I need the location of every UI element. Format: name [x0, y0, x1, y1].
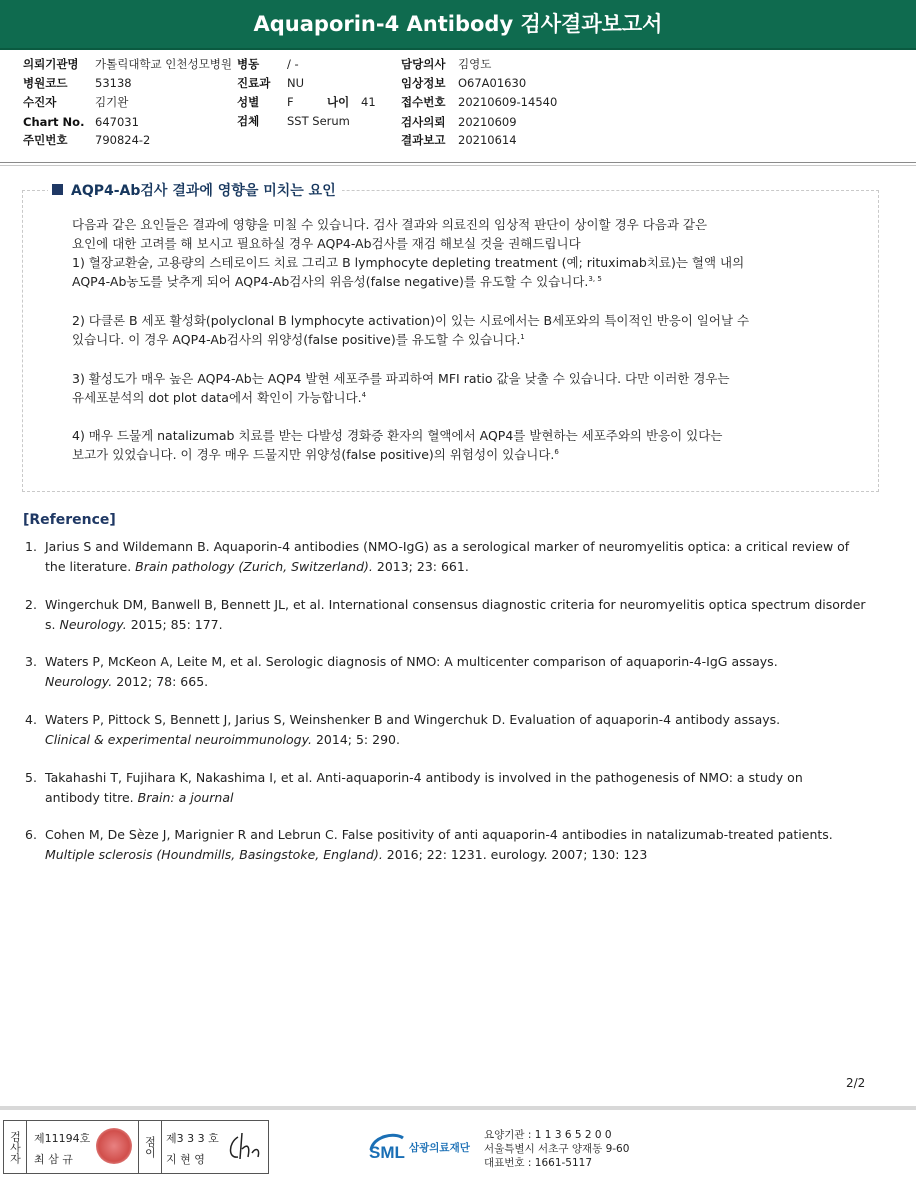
- info-divider-light: [0, 165, 916, 166]
- signature-box: [3, 1120, 269, 1174]
- code-label: 병원코드: [23, 76, 68, 90]
- age-value: 41: [361, 95, 376, 109]
- report-title: Aquaporin-4 Antibody 검사결과보고서: [253, 12, 663, 36]
- id-label: 주민번호: [23, 133, 68, 147]
- reference-item-6: 6. Cohen M, De Sèze J, Marignier R and Lebrun C. False positivity of anti aquaporin-4 antibodies in natalizumab-treated patients. Multiple sclerosis (Houndmills, Basingstoke, England). 2016; 22: 1231. eurology. 2007; 130: 123: [25, 827, 833, 862]
- chart-value: 647031: [95, 115, 139, 129]
- examiner-name: 최 삼 규: [34, 1153, 73, 1166]
- confirmer-label: 점이: [138, 1121, 162, 1173]
- reference-item-1: 1. Jarius S and Wildemann B. Aquaporin-4 antibodies (NMO-IgG) as a serological marker of neuromyelitis optica: a critical review of the literature. Brain pathology (Zurich, Switzerland). 2013; 23: 661.: [25, 539, 850, 574]
- request-value: 20210609: [458, 115, 517, 129]
- reference-heading: [Reference]: [23, 512, 116, 528]
- confirmer-name: 지 현 영: [166, 1153, 205, 1166]
- factor-item-4: 4) 매우 드물게 natalizumab 치료를 받는 다발성 경화증 환자의 혈액에서 AQP4를 발현하는 세포주와의 반응이 있다는 보고가 있었습니다. 이 경우 매우 드물지만 위양성(false positive)의 위험성이 있습니다.$^6$: [72, 428, 723, 462]
- factor-item-3: 3) 활성도가 매우 높은 AQP4-Ab는 AQP4 발현 세포주를 파괴하여 MFI ratio 값을 낮출 수 있습니다. 다만 이러한 경우는 유세포분석의 dot plot data에서 확인이 가능합니다.$^4$: [72, 371, 730, 405]
- signature-icon: [224, 1129, 264, 1165]
- id-value: 790824-2: [95, 133, 151, 147]
- footer-divider: [0, 1106, 916, 1110]
- clinic-value: O67A01630: [458, 76, 527, 90]
- dept-value: NU: [287, 76, 305, 90]
- report-date-value: 20210614: [458, 133, 517, 147]
- factor-item-2: 2) 다클론 B 세포 활성화(polyclonal B lymphocyte activation)이 있는 시료에서는 B세포와의 특이적인 반응이 일어날 수 있습니다. 이 경우 AQP4-Ab검사의 위양성(false positive)를 유도할 수 있습니다.$^1$: [72, 313, 750, 347]
- confirmer-number: 제3 3 3 호: [166, 1132, 219, 1145]
- square-bullet-icon: [52, 184, 63, 195]
- patient-label: 수진자: [23, 95, 57, 109]
- ward-value: / -: [287, 57, 299, 71]
- clinic-label: 임상정보: [401, 76, 446, 90]
- code-value: 53138: [95, 76, 132, 90]
- svg-text:SML: SML: [369, 1143, 405, 1162]
- sex-value: F: [287, 95, 294, 109]
- factors-intro: 다음과 같은 요인들은 결과에 영향을 미칠 수 있습니다. 검사 결과와 의료진의 임상적 판단이 상이할 경우 다음과 같은 요인에 대한 고려를 해 보시고 필요하실 경우 AQP4-Ab검사를 재검 해보실 것을 권해드립니다: [72, 217, 708, 251]
- examiner-seal-icon: [96, 1128, 132, 1164]
- specimen-value: SST Serum: [287, 114, 350, 128]
- title-underline: [0, 48, 916, 50]
- institution-address: 서울특별시 서초구 양재동 9-60: [484, 1143, 630, 1155]
- report-date-label: 결과보고: [401, 133, 446, 147]
- ward-label: 병동: [237, 57, 260, 71]
- page-number: 2/2: [846, 1076, 866, 1090]
- institution-code: 요양기관 : 1 1 3 6 5 2 0 0: [484, 1129, 612, 1141]
- doctor-label: 담당의사: [401, 57, 446, 71]
- receipt-value: 20210609-14540: [458, 95, 558, 109]
- reference-item-5: 5. Takahashi T, Fujihara K, Nakashima I, et al. Anti-aquaporin-4 antibody is involved in the pathogenesis of NMO: a study on antibody titre. Brain: a journal: [25, 770, 803, 805]
- request-label: 검사의뢰: [401, 115, 446, 129]
- hospital-label: 의뢰기관명: [23, 57, 79, 71]
- institution-info: [484, 1128, 629, 1170]
- report-title-bar: [0, 0, 916, 48]
- sex-label: 성별: [237, 95, 260, 109]
- examiner-label: 검사자: [4, 1121, 27, 1173]
- institution-phone: 대표번호 : 1661-5117: [484, 1157, 593, 1169]
- hospital-value: 가톨릭대학교 인천성모병원: [95, 57, 232, 71]
- reference-item-4: 4. Waters P, Pittock S, Bennett J, Jarius S, Weinshenker B and Wingerchuk D. Evaluation of aquaporin-4 antibody assays. Clinical & experimental neuroimmunology. 2014; 5: 290.: [25, 712, 781, 747]
- chart-label: Chart No.: [23, 115, 85, 129]
- specimen-label: 검체: [237, 114, 260, 128]
- examiner-number: 제11194호: [34, 1132, 91, 1145]
- patient-value: 김기완: [95, 95, 129, 109]
- doctor-value: 김영도: [458, 57, 492, 71]
- reference-item-2: 2. Wingerchuk DM, Banwell B, Bennett JL, et al. International consensus diagnostic criteria for neuromyelitis optica spectrum disorder s. Neurology. 2015; 85: 177.: [25, 597, 866, 632]
- receipt-label: 접수번호: [401, 95, 446, 109]
- info-divider: [0, 162, 916, 163]
- factor-item-1: 1) 혈장교환술, 고용량의 스테로이드 치료 그리고 B lymphocyte depleting treatment (예; rituximab치료)는 혈액 내의 AQP4-Ab농도를 낮추게 되어 AQP4-Ab검사의 위음성(false negative)를 유도할 수 있습니다.$^{3, 5}$: [72, 255, 745, 289]
- hospital-row: [23, 56, 79, 72]
- dept-label: 진료과: [237, 76, 271, 90]
- factors-heading: AQP4-Ab검사 결과에 영향을 미치는 요인: [48, 180, 342, 200]
- org-name: 삼광의료재단: [409, 1142, 470, 1154]
- reference-item-3: 3. Waters P, McKeon A, Leite M, et al. Serologic diagnosis of NMO: A multicenter comparison of aquaporin-4-IgG assays. Neurology. 2012; 78: 665.: [25, 654, 778, 689]
- age-label: 나이: [327, 95, 350, 109]
